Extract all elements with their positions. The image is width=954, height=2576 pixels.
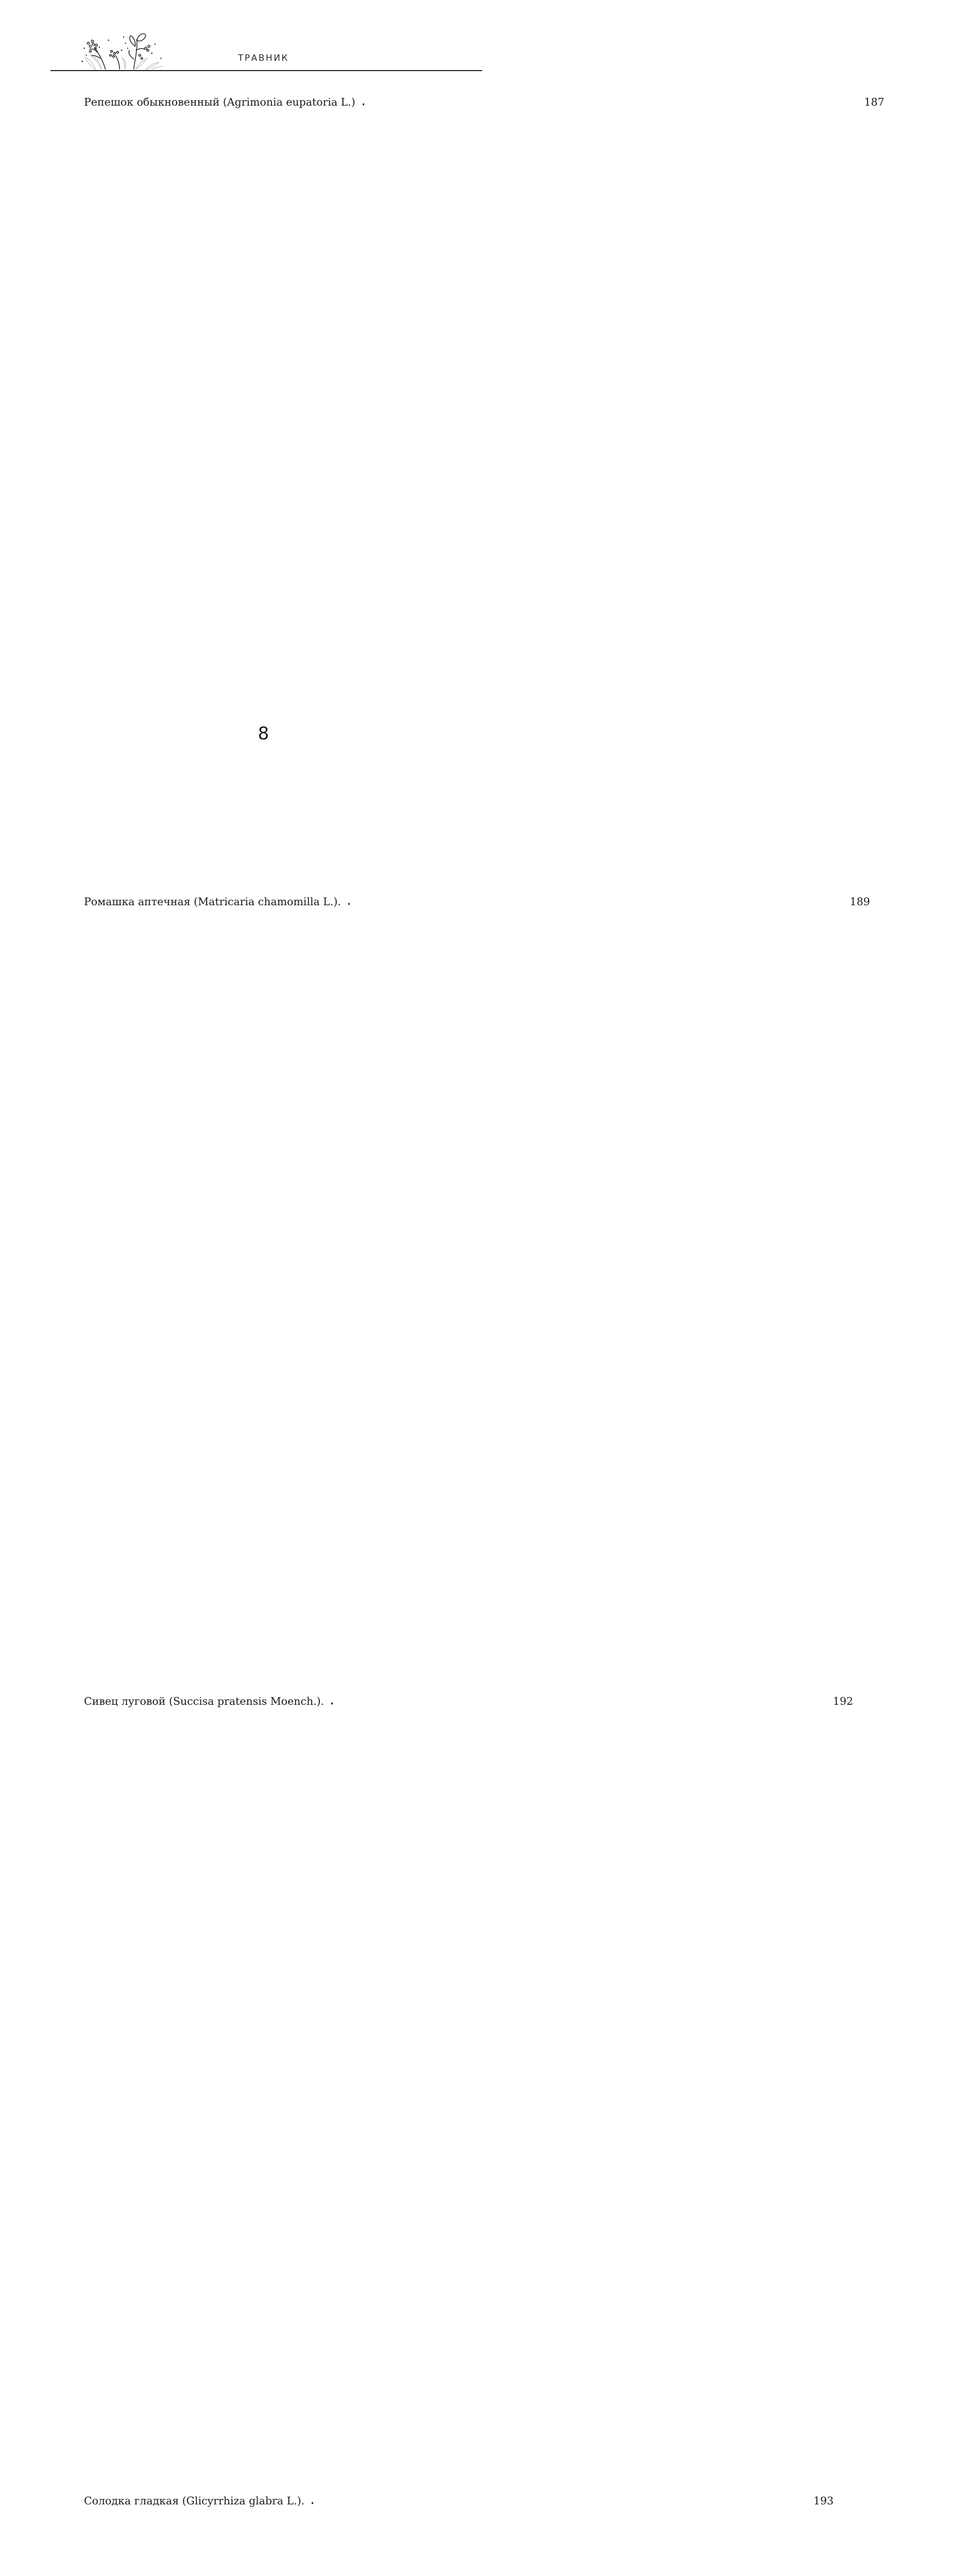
entry-page-number: 193 [318, 2494, 833, 2576]
toc [66, 95, 884, 2576]
entry-title: Ромашка аптечная (Matricaria chamomilla L.). [84, 895, 341, 908]
toc-entry [66, 2494, 834, 2576]
entry-title: Репешок обыкновенный (Agrimonia eupatoria L.) [84, 96, 355, 108]
entry-page-number: 189 [355, 894, 870, 1694]
dot-leader [308, 2502, 313, 2504]
dot-leader [359, 103, 364, 106]
floral-sketch-icon [75, 33, 171, 71]
entry-page-number: 187 [369, 95, 884, 894]
toc-entry [66, 1694, 854, 2494]
folio-page-number: 8 [258, 723, 269, 744]
dot-leader [328, 1702, 333, 1705]
running-head-title: ТРАВНИК [238, 53, 289, 63]
header-rule [50, 70, 482, 71]
entry-title: Сивец луговой (Succisa pratensis Moench.). [84, 1695, 325, 1707]
toc-entry [66, 95, 884, 894]
toc-entry [66, 894, 870, 1694]
entry-title: Солодка гладкая (Glicyrrhiza glabra L.). [84, 2495, 305, 2507]
dot-leader [345, 903, 350, 905]
entry-page-number: 192 [338, 1694, 853, 2494]
